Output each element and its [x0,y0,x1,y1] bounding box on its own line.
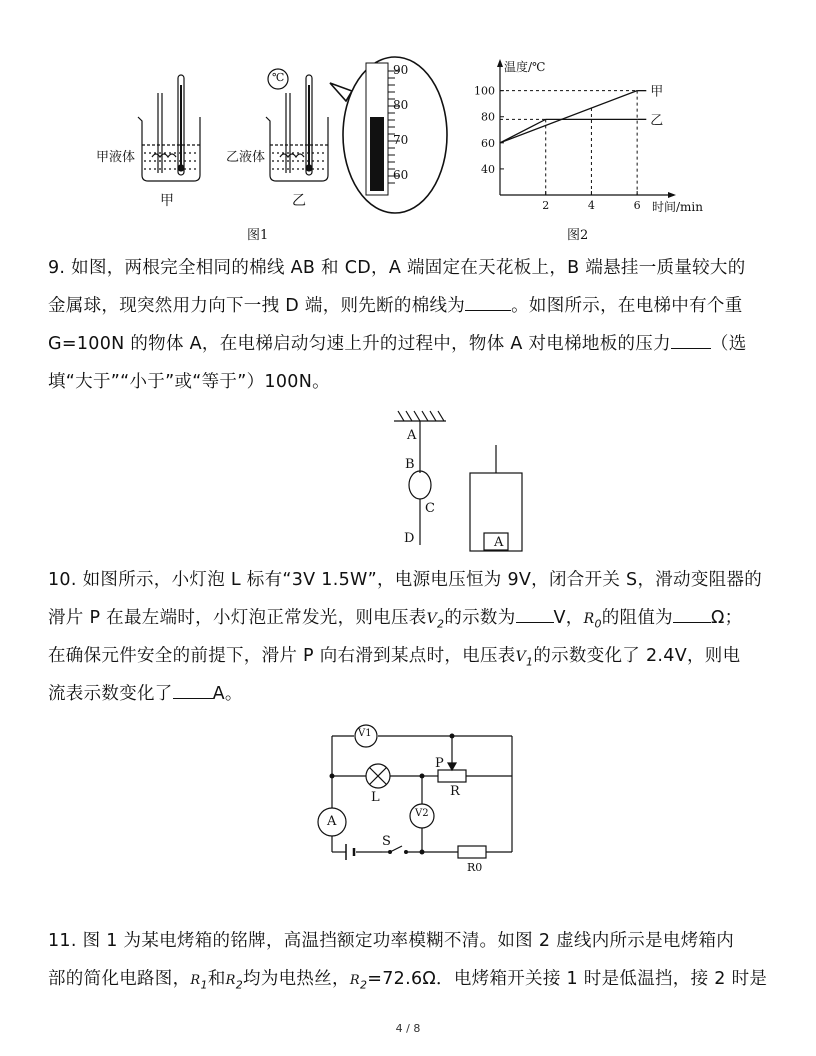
q9-answer-blank-2[interactable] [671,330,711,349]
question-9 [48,249,770,401]
series-label-yi: 乙 [650,113,664,129]
x-tick-label-2: 2 [542,199,550,212]
q10-line-2: 滑片 P 在最左端时，小灯泡正常发光，则电压表$V_2$的示数为 V，$R_0$的阻值为 Ω； [48,599,770,637]
r0-label: R0 [467,861,483,874]
thermometer-tick-60: 60 [393,168,409,182]
question-10 [48,561,770,713]
y-axis-label: 温度/℃ [504,60,546,74]
beaker-a-name: 甲 [160,193,174,209]
x-tick-label-6: 6 [633,199,641,212]
q9-label-D: D [404,531,415,546]
y-tick-label-100: 100 [474,84,495,98]
q9-box-label: A [494,535,504,550]
page-number: 4 / 8 [395,1022,421,1035]
q10-answer-blank-2[interactable] [673,604,711,623]
v2-meter-label: V2 [415,808,429,819]
figure-2-temperature-chart [470,55,710,220]
q9-label-B: B [405,457,415,472]
figure-1-beakers [90,55,450,245]
q10-line-1: 10. 如图所示，小灯泡 L 标有“3V 1.5W”，电源电压恒为 9V，闭合开关 S，滑动变阻器的 [48,570,763,590]
series-line-0 [500,91,637,143]
beaker-b [266,69,328,181]
y-tick-label-40: 40 [481,162,495,176]
thermometer-tick-90: 90 [393,63,409,77]
beaker-b-name: 乙 [292,193,306,209]
thermometer-unit-label: ℃ [272,71,285,84]
q10-line-4: 流表示数变化了 A。 [48,675,770,713]
beaker-b-liquid-label: 乙液体 [226,150,266,165]
q9-label-C: C [425,501,435,516]
figure-2-caption: 图2 [567,228,589,243]
switch-label: S [382,834,391,849]
question-11 [48,922,770,998]
rheostat-label: R [450,784,460,799]
y-axis-arrow [497,59,503,67]
y-tick-label-60: 60 [481,136,495,150]
slider-label: P [435,756,444,771]
q9-label-A: A [407,428,417,443]
thermometer-tick-70: 70 [393,133,409,147]
lamp-label: L [371,790,380,805]
y-tick-label-80: 80 [481,110,495,124]
q10-answer-blank-1[interactable] [516,604,554,623]
q10-line-3: 在确保元件安全的前提下，滑片 P 向右滑到某点时，电压表$V_1$的示数变化了 2.4V，则电 [48,646,741,669]
r0-resistor [458,846,486,858]
q9-line-4: 填“大于”“小于”或“等于”）100N。 [48,372,330,392]
x-tick-label-4: 4 [587,199,595,212]
ammeter-label: A [327,814,337,829]
q9-line-1: 9. 如图，两根完全相同的棉线 AB 和 CD，A 端固定在天花板上，B 端悬挂一质量较大的 [48,258,746,278]
x-axis-label: 时间/min [652,200,703,214]
series-label-jia: 甲 [650,84,664,100]
figure-1-caption: 图1 [247,228,269,243]
q9-answer-blank-1[interactable] [465,292,511,311]
thermometer-zoom-bubble [330,57,447,213]
q10-answer-blank-3[interactable] [173,680,213,699]
v1-meter-label: V1 [358,728,372,739]
series-line-1 [500,119,637,142]
q11-line-1: 11. 图 1 为某电烤箱的铭牌，高温挡额定功率模糊不清。如图 2 虚线内所示是电烤箱内 [48,931,735,951]
q9-line-2: 金属球，现突然用力向下一拽 D 端，则先断的棉线为 。如图所示，在电梯中有个重 [48,287,770,325]
q11-line-2: 部的简化电路图，$R_1$和$R_2$均为电热丝，$R_2=72.6\Omega$．电烤箱开关接 1 时是低温挡，接 2 时是 [48,969,768,992]
q10-circuit-diagram [310,720,530,880]
q9-line-3: G=100N 的物体 A，在电梯启动匀速上升的过程中，物体 A 对电梯地板的压力 （选 [48,325,770,363]
beaker-a-liquid-label: 甲液体 [96,150,136,165]
beaker-a [138,75,200,181]
x-axis-arrow [668,192,676,198]
thermometer-tick-80: 80 [393,98,409,112]
